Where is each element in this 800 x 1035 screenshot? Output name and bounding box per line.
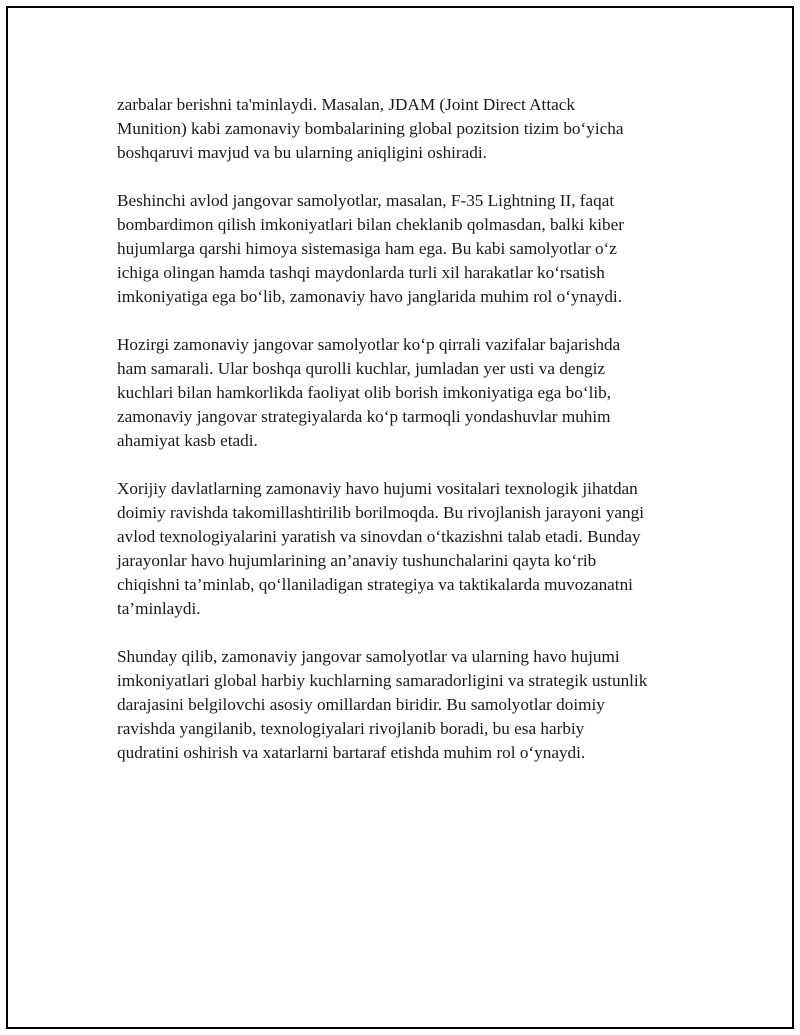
paragraph-1: zarbalar berishni ta'minlaydi. Masalan, JDAM (Joint Direct Attack Munition) kabi zamonaviy bombalarining global pozitsion tizim bo‘yicha boshqaruvi mavjud va bu ularning aniqligini oshiradi. bbox=[117, 95, 624, 162]
paragraph-3: Hozirgi zamonaviy jangovar samolyotlar ko‘p qirrali vazifalar bajarishda ham samarali. Ular boshqa qurolli kuchlar, jumladan yer usti va dengiz kuchlari bilan hamkorlikda faoliyat olib borish imkoniyatiga ega bo‘lib, zamonaviy jangovar strategiyalarda ko‘p tarmoqli yondashuvlar muhim ahamiyat kasb etadi. bbox=[117, 335, 621, 450]
paragraph-4: Xorijiy davlatlarning zamonaviy havo hujumi vositalari texnologik jihatdan doimiy ravishda takomillashtirilib borilmoqda. Bu rivojlanish jarayoni yangi avlod texnologiyalarini yaratish va sinovdan o‘tkazishni talab etadi. Bunday jarayonlar havo hujumlarining an’anaviy tushunchalarini qayta ko‘rib chiqishni ta’minlab, qo‘llaniladigan strategiya va taktikalarda muvozanatni ta’minlaydi. bbox=[117, 479, 645, 618]
document-body bbox=[117, 93, 697, 789]
paragraph-5: Shunday qilib, zamonaviy jangovar samolyotlar va ularning havo hujumi imkoniyatlari global harbiy kuchlarning samaradorligini va strategik ustunlik darajasini belgilovchi asosiy omillardan biridir. Bu samolyotlar doimiy ravishda yangilanib, texnologiyalari rivojlanib boradi, bu esa harbiy qudratini oshirish va xatarlarni bartaraf etishda muhim rol o‘ynaydi. bbox=[117, 647, 648, 762]
paragraph-2: Beshinchi avlod jangovar samolyotlar, masalan, F-35 Lightning II, faqat bombardimon qilish imkoniyatlari bilan cheklanib qolmasdan, balki kiber hujumlarga qarshi himoya sistemasiga ham ega. Bu kabi samolyotlar o‘z ichiga olingan hamda tashqi maydonlarda turli xil harakatlar ko‘rsatish imkoniyatiga ega bo‘lib, zamonaviy havo janglarida muhim rol o‘ynaydi. bbox=[117, 191, 624, 306]
